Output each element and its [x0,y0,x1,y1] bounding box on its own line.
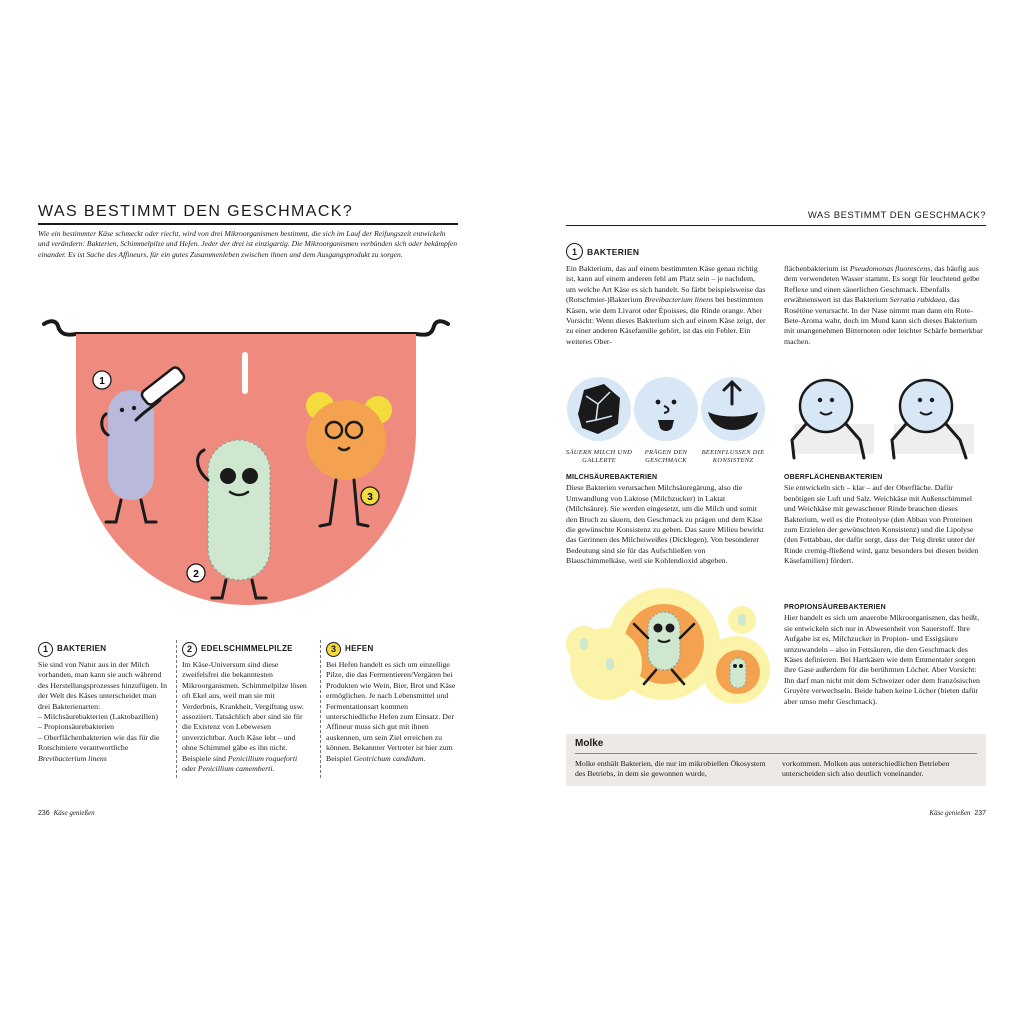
species-name: Penicillium camemberti. [197,764,275,774]
label-3-text: 3 [367,492,373,503]
milchsaeure-section [566,473,766,567]
running-footer: Käse genießen [53,809,95,817]
page-number: 237 [974,810,986,817]
bakterien-heading [566,243,639,260]
folio-left [38,809,95,817]
running-footer: Käse genießen [929,809,971,817]
oberflaechen-illustration [784,374,984,468]
list-item: – Oberflächenbakterien wie das für die Rotschmiere verantwortliche [38,732,160,753]
section-text: Hier handelt es sich um anaerobe Mikroorganismen, das heißt, sie entwickeln sich nur in Abwesenheit von Sauerstoff. Ihre Aufgabe ist es, Milchzucker in Propion- und Essigsäure umzuwandeln – also in Fettsäuren, die den Geschmack des Käses definieren. Bei Hartkäsen wie dem Emmentaler sorgen ihre Gase außerdem für die berühmten Löcher. Aber Vorsicht: Ihn darf man nicht mit dem Schweizer oder dem französischen Gruyère verwechseln. Beide haben keine Löcher (bieten dafür aber umso mehr Geschmack). [784,613,980,706]
number-badge: 1 [566,243,583,260]
title-rule [38,223,458,225]
face-icon [634,377,698,441]
left-page-title: WAS BESTIMMT DEN GESCHMACK? [38,203,354,220]
molke-text-col2: vorkommen. Molken aus unterschiedlichen Betrieben unterscheiden sich also deutlich voneinander. [782,759,950,779]
column-title: EDELSCHIMMELPILZE [201,643,293,653]
caption-beeinflussen: BEEINFLUSSEN DIE KONSISTENZ [701,449,765,464]
column-divider [320,640,321,778]
caption-saeuern: SÄUERN MILCH UND GALLERTE [565,449,633,464]
number-badge: 2 [182,642,197,657]
column-title: HEFEN [345,643,374,653]
number-badge: 1 [38,642,53,657]
species-name: Brevibacterium linens [38,753,107,763]
propion-bacterium-character [730,658,746,688]
milchsaeure-icons [566,376,766,446]
propion-section [784,603,984,707]
intro-text: Wie ein bestimmter Käse schmeckt oder riecht, wird von drei Mikroorganismen bestimmt, die sich im Lauf der Reifungszeit entwickeln und verändern: Bakterien, Schimmelpilze und Hefen. Jeder der drei ist einzigartig. Die Mikroorganismen verbünden sich oder bekämpfen einander. Es ist Sache des Affineurs, für ein gutes Zusammenleben zwischen ihnen und dem Ausgangsprodukt zu sorgen. [38,229,458,259]
section-text: Diese Bakterien verursachen Milchsäuregärung, also die Umwandlung von Laktose (Milchzucker) in Laktat (Milchsäure). Sie werden eingesetzt, um die Milch und somit den Bruch zu säuern, den Geschmack zu prägen und dem Käse die gewünschte Konsistenz zu geben. Das saure Milieu bewirkt das Gerinnen des Milcheiweißes (Dicklegen). Von besonderer Bedeutung sind sie für das Aufschließen von Blauschimmelkäse, weil sie Kohlendioxid abgeben. [566,483,764,566]
molke-text-col1: Molke enthält Bakterien, die nur im mikrobiellen Ökosystem des Betriebs, in dem sie gewonnen wurde, [575,759,766,779]
right-page-title: WAS BESTIMMT DEN GESCHMACK? [807,210,986,221]
tongue-groove [242,352,248,394]
column-text: Sie sind von Natur aus in der Milch vorhanden, man kann sie auch während des Herstellungsprozesses hinzufügen. In der Welt des Käses unterscheidet man drei Bakterienarten: [38,660,168,711]
section-title: PROPIONSÄUREBAKTERIEN [784,604,886,611]
molke-rule [575,753,977,754]
column-hefen [326,640,456,764]
oberflaechen-section [784,473,984,567]
column-text: Im Käse-Universum sind diese zweifelsfrei die bekanntesten Mikroorganismen. Schimmelpilze lösen oft Ekel aus, weil man sie mit Verderbnis, Krankheit, Vergiftung usw. assoziiert. Tatsächlich aber sind sie für die Existenz von Lebewesen unverzichtbar. Auch Käse lebt – und ohne Schimmel gäbe es ihn nicht. Beispiele sind [182,660,307,763]
bakterien-text-col1: Ein Bakterium, das auf einem bestimmten Käse genau richtig ist, kann auf einem anderen fehl am Platz sein – je nachdem, um welche Art Käse es sich handelt. So färbt beispielsweise das (Rotschmier-)Bakterium Brevibacterium linens bei bestimmten Käsen, wie dem Livarot oder Époisses, die Rinde orange. Aber Vorsicht: Wenn dieses Bakterium sich auf einem Käse zeigt, der zu einer anderen Käsefamilie gehört, ist das ein Fehler. Ein weiteres Ober- [566,264,766,346]
tongue-illustration [36,300,456,610]
label-1-text: 1 [99,376,105,387]
species-name: Geotrichum candidum. [353,753,426,763]
list-item: – Propionsäurebakterien [38,722,114,732]
hanging-rope [44,321,448,335]
column-text: oder [182,764,196,774]
column-text: Bei Hefen handelt es sich um einzellige Pilze, die das Fermentieren/Vergären bei Produkten wie Wein, Bier, Brot und Käse ermöglichen. Je nach Lebensmittel und Fermentationsart kommen unterschiedliche Hefen zum Einsatz. Der Affineur muss sich gut mit ihnen auskennen, um sein Ziel erreichen zu können. Bekannter Vertreter ist hier zum Beispiel [326,660,456,763]
species-name: Penicillium roqueforti [227,753,298,763]
section-title: BAKTERIEN [587,246,640,257]
section-title: MILCHSÄUREBAKTERIEN [566,474,658,481]
caption-praegen: PRÄGEN DEN GESCHMACK [644,449,688,464]
column-title: BAKTERIEN [57,643,107,653]
number-badge: 3 [326,642,341,657]
bakterien-text-col2: flächenbakterium ist Pseudomonas fluorescens, das häufig aus dem verwendeten Wasser stammt. Es sorgt für leuchtend gelbe Reflexe und einen säuerlichen Geschmack. Ebenfalls erwähnenswert ist das Bakterium Serratia rubidaea, das Rosétöne verursacht. In der Nase nimmt man dann ein Rote-Bete-Aroma wahr, doch im Mund kann sich dieses Bakterium mit unangenehmen Bitternoten oder leichter Schärfe bemerkbar machen. [784,264,983,346]
column-bakterien [38,640,168,764]
column-divider [176,640,177,778]
list-item: – Milchsäurebakterien (Laktobazillen) [38,712,158,722]
molke-title: Molke [575,738,604,749]
page-number: 236 [38,810,50,817]
section-text: Sie entwickeln sich – klar – auf der Oberfläche. Dafür benötigen sie Luft und Salz. Weichkäse mit Außenschimmel und Weichkäse mit gewaschener Rinde brauchen dieses Bakterium, weil es die Proteolyse (den Abbau von Proteinen zum Erzielen der gewünschten Konsistenz) und die Lipolyse (den Fettabbau, der dafür sorgt, dass der Teig direkt unter der Rinde cremig-fließend wird, ganz besonders bei diesen beiden Käsefamilien) fördert. [784,483,979,566]
folio-right [929,809,986,817]
title-rule [566,225,986,226]
propion-illustration [566,588,780,708]
label-2-text: 2 [193,569,199,580]
section-title: OBERFLÄCHENBAKTERIEN [784,474,883,481]
column-edelschimmelpilze [182,640,312,774]
